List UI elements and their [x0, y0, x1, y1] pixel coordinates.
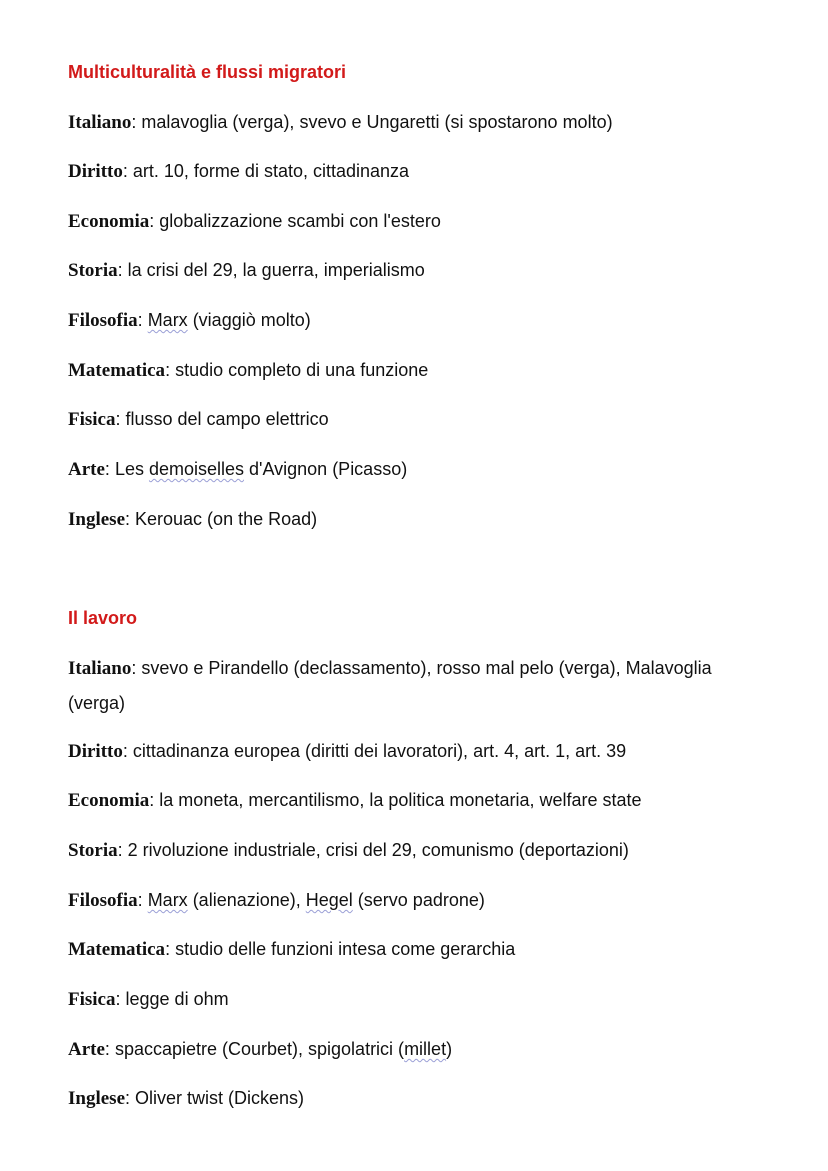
row-text: ) [446, 1039, 453, 1059]
row-arte: Arte: spaccapietre (Courbet), spigolatrici (millet) [68, 1039, 453, 1060]
subject-label: Diritto [68, 161, 123, 182]
row-text: studio delle funzioni intesa come gerarchia [175, 939, 516, 959]
row-diritto: Diritto: cittadinanza europea (diritti dei lavoratori), art. 4, art. 1, art. 39 [68, 741, 627, 762]
section-title-il-lavoro: Il lavoro [68, 608, 138, 628]
row-text: la moneta, mercantilismo, la politica monetaria, welfare state [159, 790, 642, 810]
row-fisica: Fisica: flusso del campo elettrico [68, 409, 329, 430]
row-text: legge di ohm [125, 989, 229, 1009]
row-inglese: Inglese: Oliver twist (Dickens) [68, 1088, 305, 1109]
subject-label: Arte [68, 1039, 105, 1060]
subject-label: Matematica [68, 360, 166, 381]
subject-label: Filosofia [68, 310, 138, 331]
subject-label: Inglese [68, 509, 125, 530]
spellcheck-word: Hegel [305, 890, 353, 910]
row-diritto: Diritto: art. 10, forme di stato, cittadinanza [68, 161, 410, 182]
row-text: (viaggiò molto) [187, 310, 311, 330]
subject-label: Matematica [68, 939, 166, 960]
row-text: Les [114, 459, 149, 479]
row-inglese: Inglese: Kerouac (on the Road) [68, 509, 318, 530]
row-storia: Storia: la crisi del 29, la guerra, imperialismo [68, 260, 425, 281]
section-title-multiculturalita: Multiculturalità e flussi migratori [68, 62, 347, 82]
subject-label: Storia [68, 260, 118, 281]
row-storia: Storia: 2 rivoluzione industriale, crisi del 29, comunismo (deportazioni) [68, 840, 629, 861]
spellcheck-word: Marx [147, 890, 188, 910]
subject-label: Filosofia [68, 890, 138, 911]
row-economia: Economia: globalizzazione scambi con l'estero [68, 211, 441, 232]
subject-label: Diritto [68, 741, 123, 762]
row-fisica: Fisica: legge di ohm [68, 989, 229, 1010]
subject-label: Italiano [68, 658, 132, 679]
row-text: art. 10, forme di stato, cittadinanza [132, 161, 410, 181]
row-filosofia: Filosofia: Marx (viaggiò molto) [68, 310, 311, 331]
row-italiano: Italiano: svevo e Pirandello (declassamento), rosso mal pelo (verga), Malavoglia (verga) [68, 658, 712, 713]
row-text: svevo e Pirandello (declassamento), rosso mal pelo (verga), Malavoglia (verga) [68, 658, 712, 713]
subject-label: Arte [68, 459, 105, 480]
row-matematica: Matematica: studio delle funzioni intesa come gerarchia [68, 939, 516, 960]
subject-label: Fisica [68, 409, 116, 430]
row-text: (alienazione), [187, 890, 306, 910]
row-text: d'Avignon (Picasso) [244, 459, 408, 479]
row-text: (servo padrone) [352, 890, 485, 910]
row-text: 2 rivoluzione industriale, crisi del 29, comunismo (deportazioni) [127, 840, 629, 860]
row-filosofia: Filosofia: Marx (alienazione), Hegel (servo padrone) [68, 890, 485, 911]
subject-label: Inglese [68, 1088, 125, 1109]
row-text: la crisi del 29, la guerra, imperialismo [127, 260, 425, 280]
row-text: Oliver twist (Dickens) [135, 1088, 305, 1108]
row-text: studio completo di una funzione [175, 360, 429, 380]
subject-label: Fisica [68, 989, 116, 1010]
spellcheck-word: demoiselles [148, 459, 245, 479]
subject-label: Economia [68, 211, 150, 232]
row-italiano: Italiano: malavoglia (verga), svevo e Ungaretti (si spostarono molto) [68, 112, 613, 133]
row-matematica: Matematica: studio completo di una funzione [68, 360, 429, 381]
subject-label: Italiano [68, 112, 132, 133]
row-text: spaccapietre (Courbet), spigolatrici ( [114, 1039, 405, 1059]
subject-label: Economia [68, 790, 150, 811]
row-text: globalizzazione scambi con l'estero [159, 211, 441, 231]
row-text: malavoglia (verga), svevo e Ungaretti (si spostarono molto) [141, 112, 613, 132]
row-text: Kerouac (on the Road) [135, 509, 318, 529]
row-economia: Economia: la moneta, mercantilismo, la politica monetaria, welfare state [68, 790, 642, 811]
spellcheck-word: Marx [147, 310, 188, 330]
subject-label: Storia [68, 840, 118, 861]
row-text: flusso del campo elettrico [125, 409, 329, 429]
row-text: cittadinanza europea (diritti dei lavoratori), art. 4, art. 1, art. 39 [132, 741, 627, 761]
spellcheck-word: millet [404, 1039, 447, 1059]
row-arte: Arte: Les demoiselles d'Avignon (Picasso) [68, 459, 408, 480]
